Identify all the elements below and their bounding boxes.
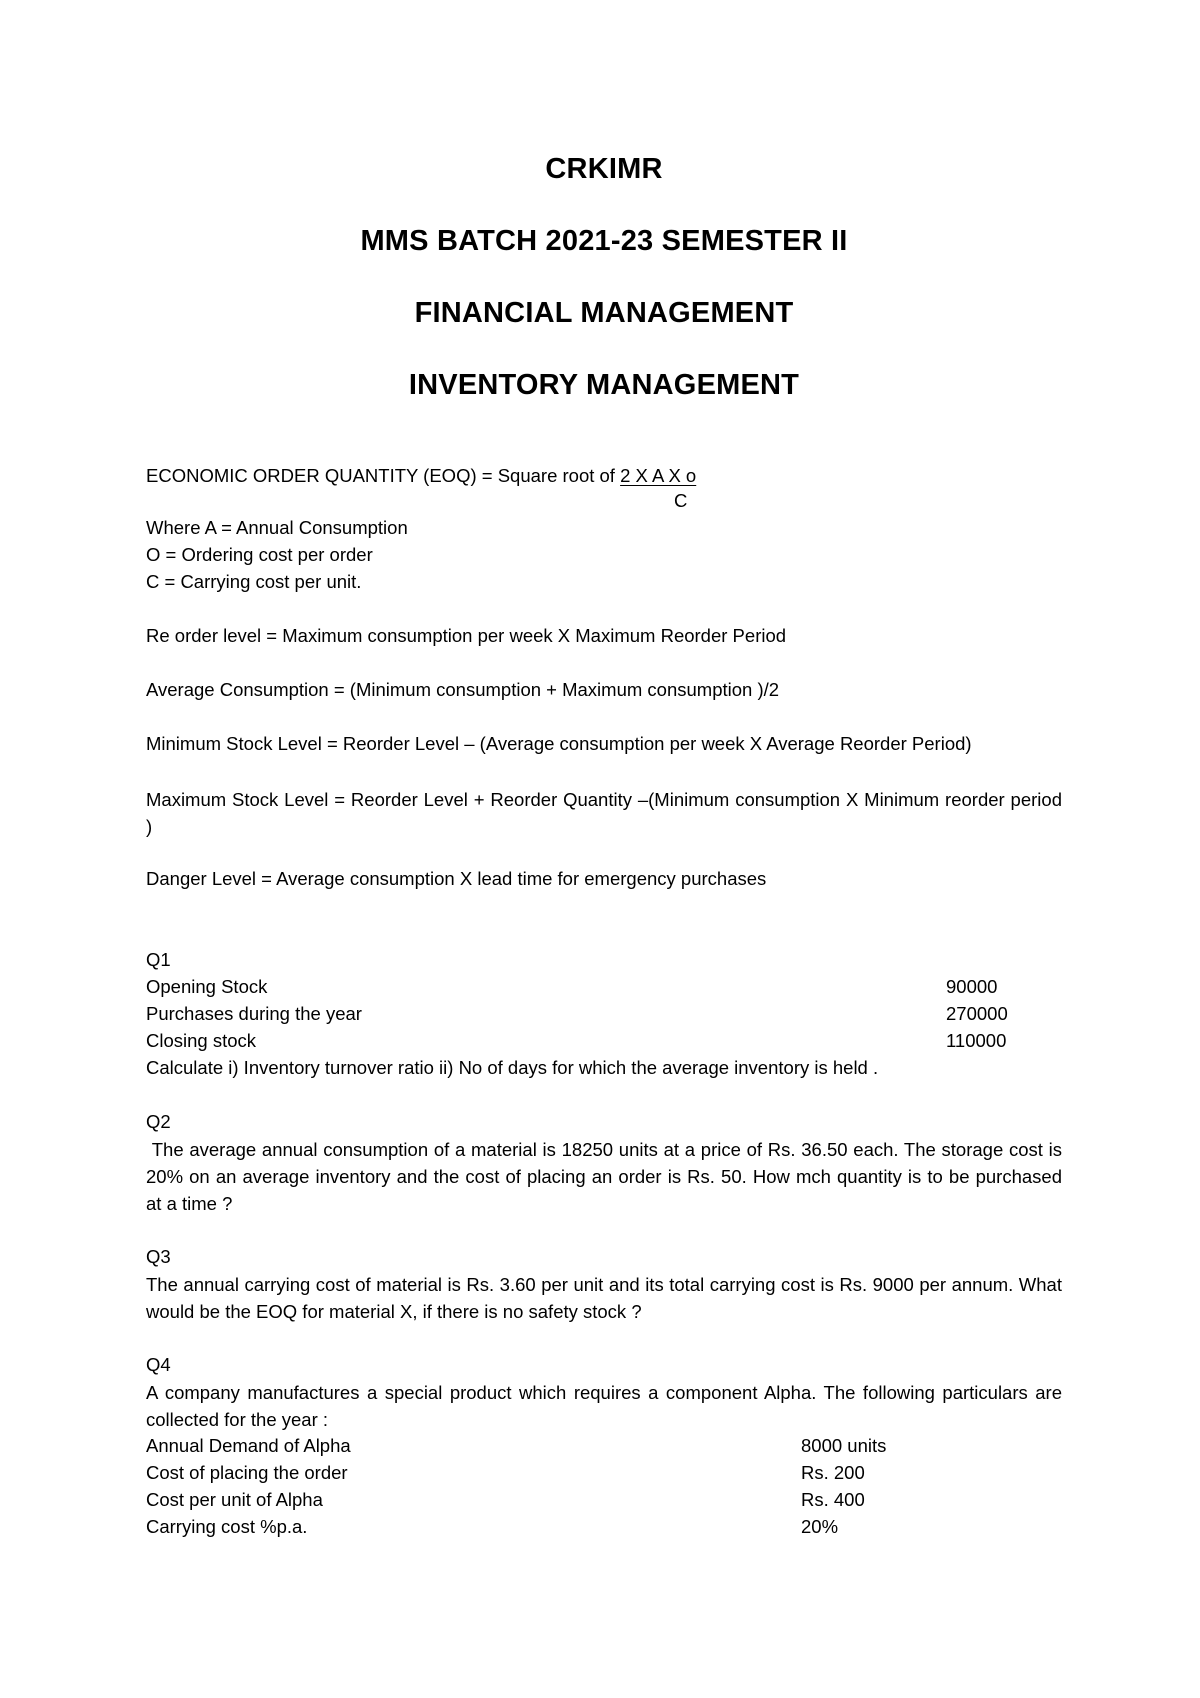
minimum-stock-formula: Minimum Stock Level = Reorder Level – (Average consumption per week X Average Reorder Period): [146, 733, 972, 754]
eoq-formula: [146, 465, 696, 487]
q1-row-value: 110000: [946, 1030, 1007, 1051]
batch-heading: MMS BATCH 2021-23 SEMESTER II: [360, 225, 848, 257]
q4-row-item: Cost of placing the order: [146, 1462, 348, 1483]
where-a-definition: Where A = Annual Consumption: [146, 517, 408, 538]
q4-row-item: Carrying cost %p.a.: [146, 1516, 308, 1537]
q4-row-value: Rs. 200: [801, 1462, 865, 1483]
document-page: [146, 0, 1068, 1698]
q3-text: The annual carrying cost of material is Rs. 3.60 per unit and its total carrying cost is Rs. 9000 per annum. What would be the EOQ for material X, if there is no safety stock ?: [146, 1274, 1062, 1322]
institute-heading: CRKIMR: [545, 153, 663, 185]
o-definition: O = Ordering cost per order: [146, 544, 373, 565]
q1-row-item: Closing stock: [146, 1030, 257, 1051]
q4-row-value: Rs. 400: [801, 1489, 865, 1510]
average-consumption-formula: Average Consumption = (Minimum consumption + Maximum consumption )/2: [146, 679, 780, 700]
q2-text: The average annual consumption of a material is 18250 units at a price of Rs. 36.50 each. The storage cost is 20% on an average inventory and the cost of placing an order is Rs. 50. How mch quantity is to be purchased at a time ?: [146, 1139, 1068, 1214]
maximum-stock-formula: Maximum Stock Level = Reorder Level + Reorder Quantity –(Minimum consumption X Minimum reorder period ): [146, 789, 1062, 837]
q4-row-item: Annual Demand of Alpha: [146, 1435, 351, 1456]
eoq-formula-prefix: ECONOMIC ORDER QUANTITY (EOQ) = Square root of: [146, 465, 621, 486]
q1-row-value: 90000: [946, 976, 998, 997]
q4-row-value: 20%: [801, 1516, 839, 1537]
q4-label: Q4: [146, 1354, 171, 1375]
q3-label: Q3: [146, 1246, 171, 1267]
q2-label: Q2: [146, 1111, 171, 1132]
subject-heading: FINANCIAL MANAGEMENT: [414, 297, 794, 329]
eoq-numerator: 2 X A X o: [620, 465, 697, 486]
q4-row-item: Cost per unit of Alpha: [146, 1489, 323, 1510]
q1-row-value: 270000: [946, 1003, 1008, 1024]
danger-level-formula: Danger Level = Average consumption X lead time for emergency purchases: [146, 868, 767, 889]
q1-instruction: Calculate i) Inventory turnover ratio ii) No of days for which the average inventory is held .: [146, 1057, 879, 1078]
q1-label: Q1: [146, 949, 171, 970]
c-definition: C = Carrying cost per unit.: [146, 571, 362, 592]
q1-row-item: Opening Stock: [146, 976, 268, 997]
q1-row-item: Purchases during the year: [146, 1003, 362, 1024]
q4-row-value: 8000 units: [801, 1435, 887, 1456]
reorder-level-formula: Re order level = Maximum consumption per week X Maximum Reorder Period: [146, 625, 787, 646]
eoq-denominator: C: [674, 490, 688, 511]
q4-text: A company manufactures a special product which requires a component Alpha. The following particulars are collected for the year :: [146, 1382, 1062, 1430]
topic-heading: INVENTORY MANAGEMENT: [408, 369, 800, 401]
